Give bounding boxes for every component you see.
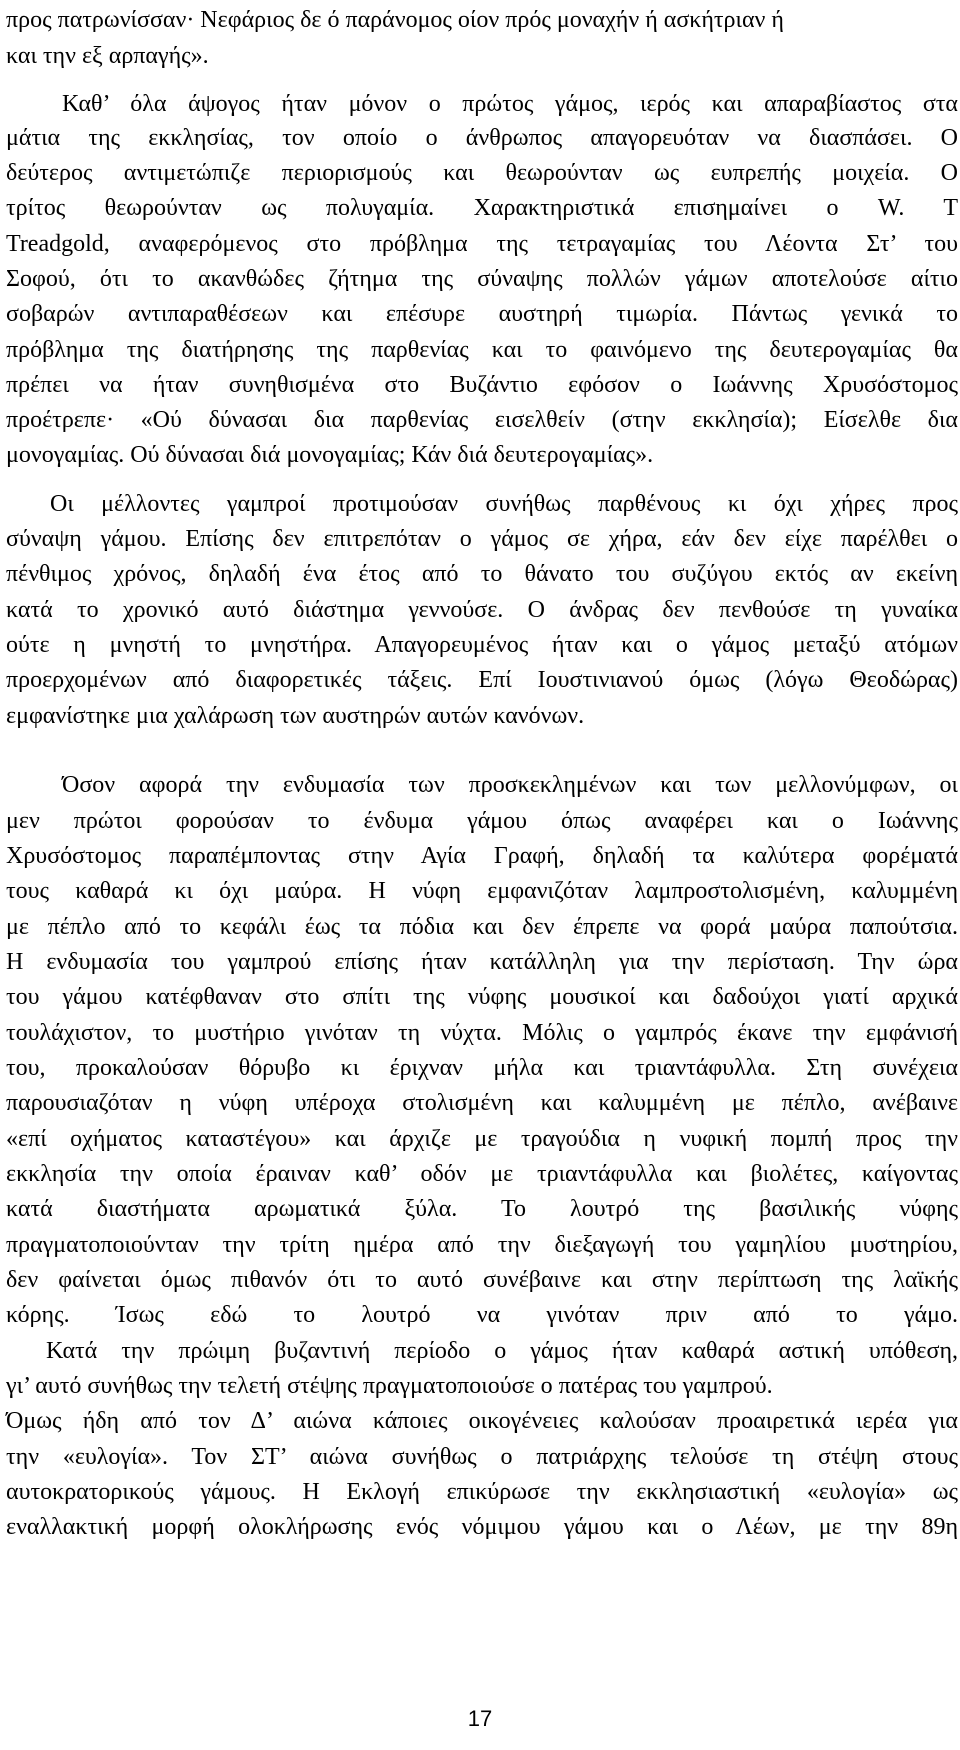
text-line: πρέπει να ήταν συνηθισμένα στο Βυζάντιο εφόσον ο Ιωάννης Χρυσόστομος <box>6 372 958 398</box>
text-line: Treadgold, αναφερόμενος στο πρόβλημα της τετραγαμίας του Λέοντα Στ’ του <box>6 231 958 257</box>
text-line: τρίτος θεωρούνταν ως πολυγαμία. Χαρακτηριστικά επισημαίνει ο W. T <box>6 195 958 221</box>
text-line: Η ενδυμασία του γαμπρού επίσης ήταν κατάλληλη για την περίσταση. Την ώρα <box>6 949 958 975</box>
text-line: πρόβλημα της διατήρησης της παρθενίας και το φαινόμενο της δευτερογαμίας θα <box>6 337 958 363</box>
text-line: Όμως ήδη από τον Δ’ αιώνα κάποιες οικογένειες καλούσαν προαιρετικά ιερέα για <box>6 1408 958 1434</box>
text-line: δεν φαίνεται όμως πιθανόν ότι το αυτό συνέβαινε και στην περίπτωση της λαϊκής <box>6 1267 958 1293</box>
text-line: «επί οχήματος καταστέγου» και άρχιζε με τραγούδια η νυφική πομπή προς την <box>6 1126 958 1152</box>
paragraph-first-line: Κατά την πρώιμη βυζαντινή περίοδο ο γάμος ήταν καθαρά αστική υπόθεση, <box>46 1338 958 1364</box>
text-line: κόρης. Ίσως εδώ το λουτρό να γινόταν πριν από το γάμο. <box>6 1302 958 1328</box>
text-line: μεν πρώτοι φορούσαν το ένδυμα γάμου όπως αναφέρει και ο Ιωάννης <box>6 808 958 834</box>
text-line: εκκλησία την οποία έραιναν καθ’ οδόν με τριαντάφυλλα και βιολέτες, καίγοντας <box>6 1161 958 1187</box>
text-line: προς πατρωνίσσαν· Νεφάριος δε ό παράνομος οίον πρός μοναχήν ή ασκήτριαν ή <box>6 7 784 33</box>
text-line: εμφανίστηκε μια χαλάρωση των αυστηρών αυτών κανόνων. <box>6 703 585 729</box>
text-line: μάτια της εκκλησίας, τον οποίο ο άνθρωπος απαγορευόταν να διασπάσει. Ο <box>6 125 958 151</box>
text-line: σοβαρών αντιπαραθέσεων και επέσυρε αυστηρή τιμωρία. Πάντως γενικά το <box>6 301 958 327</box>
text-line: εναλλακτική μορφή ολοκλήρωσης ενός νόμιμου γάμου και ο Λέων, με την 89η <box>6 1514 958 1540</box>
text-line: κατά διαστήματα αρωματικά ξύλα. Το λουτρό της βασιλικής νύφης <box>6 1196 958 1222</box>
text-line: προερχομένων από διαφορετικές τάξεις. Επί Ιουστινιανού όμως (λόγω Θεοδώρας) <box>6 667 958 693</box>
text-line: παρουσιαζόταν η νύφη υπέροχα στολισμένη και καλυμμένη με πέπλο, ανέβαινε <box>6 1090 958 1116</box>
page-number: 17 <box>467 1706 493 1731</box>
paragraph-first-line: Καθ’ όλα άψογος ήταν μόνον ο πρώτος γάμος, ιερός και απαραβίαστος στα <box>62 91 958 117</box>
paragraph-first-line: Οι μέλλοντες γαμπροί προτιμούσαν συνήθως παρθένους κι όχι χήρες προς <box>50 491 958 517</box>
text-line: αυτοκρατορικούς γάμους. Η Εκλογή επικύρωσε την εκκλησιαστική «ευλογία» ως <box>6 1479 958 1505</box>
text-line: τους καθαρά κι όχι μαύρα. Η νύφη εμφανιζόταν λαμπροστολισμένη, καλυμμένη <box>6 878 958 904</box>
text-line: την «ευλογία». Τον ΣΤ’ αιώνα συνήθως ο πατριάρχης τελούσε τη στέψη στους <box>6 1444 958 1470</box>
text-line: μονογαμίας. Ού δύνασαι διά μονογαμίας; Κάν διά δευτερογαμίας». <box>6 442 654 468</box>
text-line: του, προκαλούσαν θόρυβο κι έριχναν μήλα και τριαντάφυλλα. Στη συνέχεια <box>6 1055 958 1081</box>
text-line: Σοφού, ότι το ακανθώδες ζήτημα της σύναψης πολλών γάμων αποτελούσε αίτιο <box>6 266 958 292</box>
text-line: πένθιμος χρόνος, δηλαδή ένα έτος από το θάνατο του συζύγου εκτός αν εκείνη <box>6 561 958 587</box>
text-line: σύναψη γάμου. Επίσης δεν επιτρεπόταν ο γάμος σε χήρα, εάν δεν είχε παρέλθει ο <box>6 526 958 552</box>
text-line: του γάμου κατέφθαναν στο σπίτι της νύφης μουσικοί και δαδούχοι γιατί αρχικά <box>6 984 958 1010</box>
text-line: πραγματοποιούνταν την τρίτη ημέρα από την διεξαγωγή του γαμηλίου μυστηρίου, <box>6 1232 958 1258</box>
text-line: ούτε η μνηστή το μνηστήρα. Απαγορευμένος ήταν και ο γάμος μεταξύ ατόμων <box>6 632 958 658</box>
text-line: κατά το χρονικό αυτό διάστημα γεννούσε. Ο άνδρας δεν πενθούσε τη γυναίκα <box>6 597 958 623</box>
text-line: προέτρεπε· «Ού δύνασαι δια παρθενίας εισελθείν (στην εκκλησία); Είσελθε δια <box>6 407 958 433</box>
text-line: γι’ αυτό συνήθως την τελετή στέψης πραγματοποιούσε ο πατέρας του γαμπρού. <box>6 1373 773 1399</box>
text-line: Χρυσόστομος παραπέμποντας στην Αγία Γραφή, δηλαδή τα καλύτερα φορέματά <box>6 843 958 869</box>
text-line: και την εξ αρπαγής». <box>6 43 209 69</box>
text-line: με πέπλο από το κεφάλι έως τα πόδια και δεν έπρεπε να φορά μαύρα παπούτσια. <box>6 914 958 940</box>
text-line: τουλάχιστον, το μυστήριο γινόταν τη νύχτα. Μόλις ο γαμπρός έκανε την εμφάνισή <box>6 1020 958 1046</box>
paragraph-first-line: Όσον αφορά την ενδυμασία των προσκεκλημένων και των μελλονύμφων, οι <box>62 772 958 798</box>
text-line: δεύτερος αντιμετώπιζε περιορισμούς και θεωρούνταν ως ευπρεπής μοιχεία. Ο <box>6 160 958 186</box>
